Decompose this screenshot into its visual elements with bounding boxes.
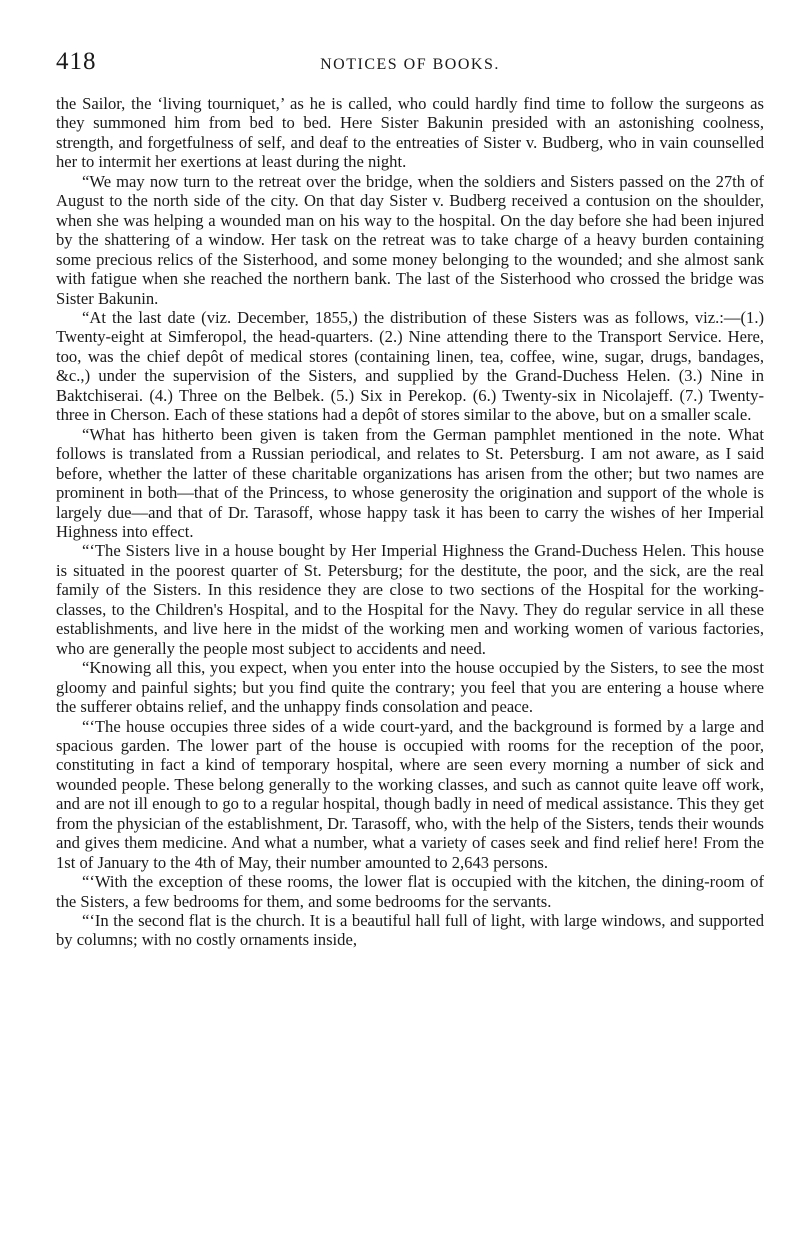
paragraph: “We may now turn to the retreat over the bridge, when the soldiers and Sisters passed on the 27th of August to the north side of the city. On that day Sister v. Budberg received a contusion on the shoulder, when she was helping a wounded man on his way to the hospital. On the day before she had been injured by the shattering of a window. Her task on the retreat was to take charge of a heavy burden containing some precious relics of the Sisterhood, and some money belonging to the wounded; and she almost sank with fatigue when she reached the northern bank. The last of the Sisterhood who crossed the bridge was Sister Bakunin. <box>56 171 764 308</box>
paragraph: “What has hitherto been given is taken from the German pamphlet mentioned in the note. What follows is translated from a Russian periodical, and relates to St. Petersburg. I am not aware, as I said before, whether the latter of these charitable organizations has arisen from the other; but two names are prominent in both—that of the Princess, to whose generosity the origination and support of the whole is largely due—and that of Dr. Tarasoff, whose happy task it has been to carry the wishes of her Imperial Highness into effect. <box>56 424 764 541</box>
page-header <box>56 48 764 82</box>
paragraph: the Sailor, the ‘living tourniquet,’ as he is called, who could hardly find time to follow the surgeons as they summoned him from bed to bed. Here Sister Bakunin presided with an astonishing coolness, strength, and forgetfulness of self, and deaf to the entreaties of Sister v. Budberg, who in vain counselled her to intermit her exertions at least during the night. <box>56 94 764 172</box>
page-number: 418 <box>56 48 97 75</box>
body-text <box>56 94 764 950</box>
running-head: NOTICES OF BOOKS. <box>320 56 500 73</box>
paragraph: “‘The Sisters live in a house bought by Her Imperial Highness the Grand-Duchess Helen. This house is situated in the poorest quarter of St. Petersburg; for the destitute, the poor, and the sick, are the real family of the Sisters. In this residence they are close to two sections of the Hospital for the working-classes, to the Children's Hospital, and to the Hospital for the Navy. They do regular service in all these establishments, and live here in the midst of the working men and working women of various factories, who are generally the people most subject to accidents and need. <box>56 541 764 658</box>
paragraph: “‘With the exception of these rooms, the lower flat is occupied with the kitchen, the dining-room of the Sisters, a few bedrooms for them, and some bedrooms for the servants. <box>56 872 764 911</box>
paragraph: “Knowing all this, you expect, when you enter into the house occupied by the Sisters, to see the most gloomy and painful sights; but you find quite the contrary; you feel that you are entering a house where the sufferer obtains relief, and the unhappy finds consolation and peace. <box>56 658 764 717</box>
paragraph: “‘The house occupies three sides of a wide court-yard, and the background is formed by a large and spacious garden. The lower part of the house is occupied with rooms for the reception of the poor, constituting in fact a kind of temporary hospital, where are seen every morning a number of sick and wounded people. These belong generally to the working classes, and such as cannot quite leave off work, and are not ill enough to go to a regular hospital, though badly in need of medical assistance. This they get from the physician of the establishment, Dr. Tarasoff, who, with the help of the Sisters, tends their wounds and gives them medicine. And what a number, what a variety of cases seek and find relief here! From the 1st of January to the 4th of May, their number amounted to 2,643 persons. <box>56 716 764 872</box>
book-page <box>56 48 764 950</box>
paragraph: “At the last date (viz. December, 1855,) the distribution of these Sisters was as follows, viz.:—(1.) Twenty-eight at Simferopol, the head-quarters. (2.) Nine attending there to the Transport Service. Here, too, was the chief depôt of medical stores (containing linen, tea, coffee, wine, sugar, drugs, bandages, &c.,) under the supervision of the Sisters, and supplied by the Grand-Duchess Helen. (3.) Nine in Baktchiserai. (4.) Three on the Belbek. (5.) Six in Perekop. (6.) Twenty-six in Nicolajeff. (7.) Twenty-three in Cherson. Each of these stations had a depôt of stores similar to the above, but on a smaller scale. <box>56 307 764 425</box>
paragraph: “‘In the second flat is the church. It is a beautiful hall full of light, with large windows, and supported by columns; with no costly ornaments inside, <box>56 911 764 950</box>
